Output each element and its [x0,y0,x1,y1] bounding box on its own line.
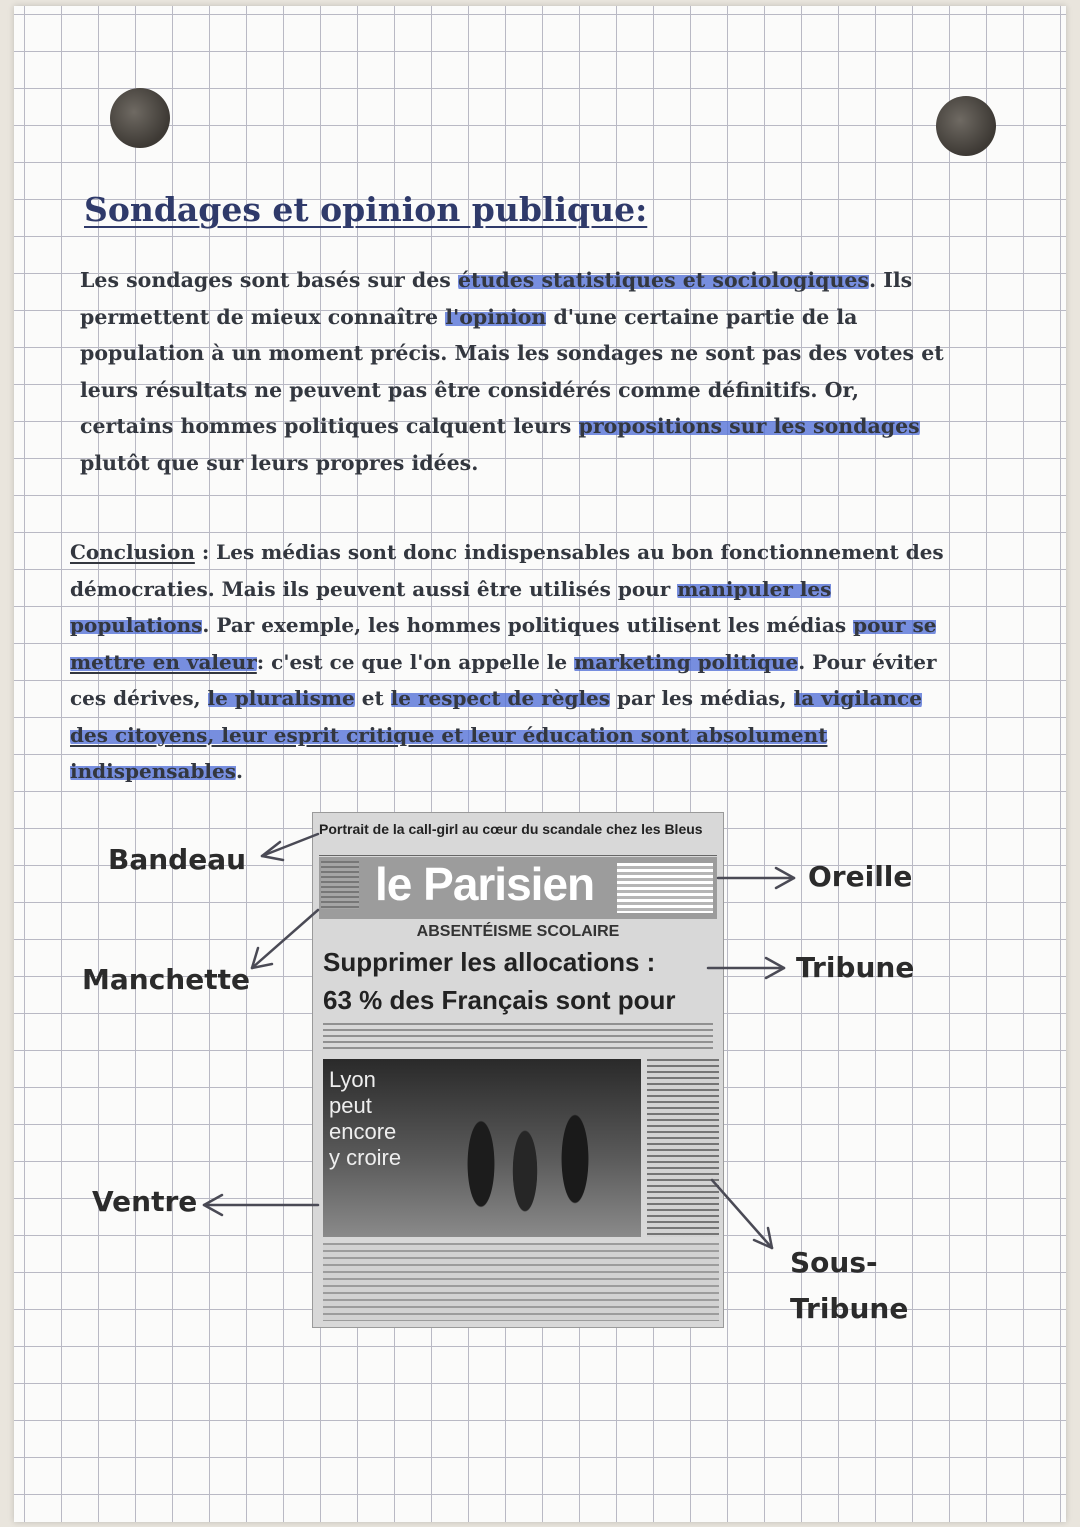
conclusion-paragraph [70,534,944,790]
newspaper-kicker: ABSENTÉISME SCOLAIRE [416,923,620,940]
highlight: le respect de règles [390,686,611,710]
text-line: Conclusion : Les médias sont donc indispensables au bon fonctionnement des [70,540,944,564]
highlight: manipuler les [677,576,832,601]
newspaper-photo [323,1059,641,1237]
highlight: pour se [853,613,937,637]
label-tribune: Tribune [796,951,915,984]
highlight: indispensables [70,759,237,783]
newspaper-sous-tribune [647,1059,719,1237]
highlight: marketing politique [574,649,799,674]
text-line: population à un moment précis. Mais les sondages ne sont pas des votes et [80,341,944,365]
punch-hole-right [936,96,996,156]
newspaper-headline: Supprimer les allocations : 63 % des Français sont pour [323,947,676,1015]
text-line: certains hommes politiques calquent leurs propositions sur les sondages [80,414,920,438]
newspaper-masthead [319,857,717,919]
label-sous-tribune: Sous- Tribune [790,1246,909,1325]
text-line: Les sondages sont basés sur des études statistiques et sociologiques. Ils [80,268,913,292]
text-line: plutôt que sur leurs propres idées. [80,450,479,475]
text-line: permettent de mieux connaître l'opinion d'une certaine partie de la [80,304,858,329]
text-line: mettre en valeur: c'est ce que l'on appelle le marketing politique. Pour éviter [70,649,937,674]
punch-hole-left [110,88,170,148]
newspaper-footer [323,1243,719,1321]
highlight: populations [70,613,203,637]
newspaper-chapo [323,1023,713,1051]
highlight: la vigilance [793,686,922,710]
newspaper-title: le Parisien [375,858,595,910]
newspaper-oreille [617,863,713,913]
text-line: démocraties. Mais ils peuvent aussi être utilisés pour manipuler les [70,576,832,601]
highlight: mettre en valeur [70,649,257,674]
highlight: l'opinion [445,304,547,329]
highlight: propositions sur les sondages [578,414,920,438]
text-line: indispensables. [70,759,243,783]
label-bandeau: Bandeau [108,843,247,876]
newspaper-bandeau: Portrait de la call-girl au cœur du scandale chez les Bleus [319,821,717,856]
sondages-paragraph [80,262,944,481]
highlight: le pluralisme [207,686,355,710]
highlight: des citoyens, leur esprit critique et leur éducation sont absolument [70,722,828,747]
text-line [70,717,944,754]
label-ventre: Ventre [92,1185,198,1218]
conclusion-label: Conclusion [70,540,195,564]
highlight: études statistiques et sociologiques [457,268,869,292]
label-oreille: Oreille [808,860,913,893]
photo-caption: Lyon peut encore y croire [329,1067,402,1170]
text-line: populations. Par exemple, les hommes politiques utilisent les médias pour se [70,613,937,637]
text-line: ces dérives, le pluralisme et le respect de règles par les médias, la vigilance [70,686,922,710]
text-line: leurs résultats ne peuvent pas être considérés comme définitifs. Or, [80,377,859,402]
newspaper-manchette [321,861,359,909]
newspaper-front-page [312,812,724,1328]
page-title: Sondages et opinion publique: [84,190,648,229]
label-manchette: Manchette [82,963,250,996]
